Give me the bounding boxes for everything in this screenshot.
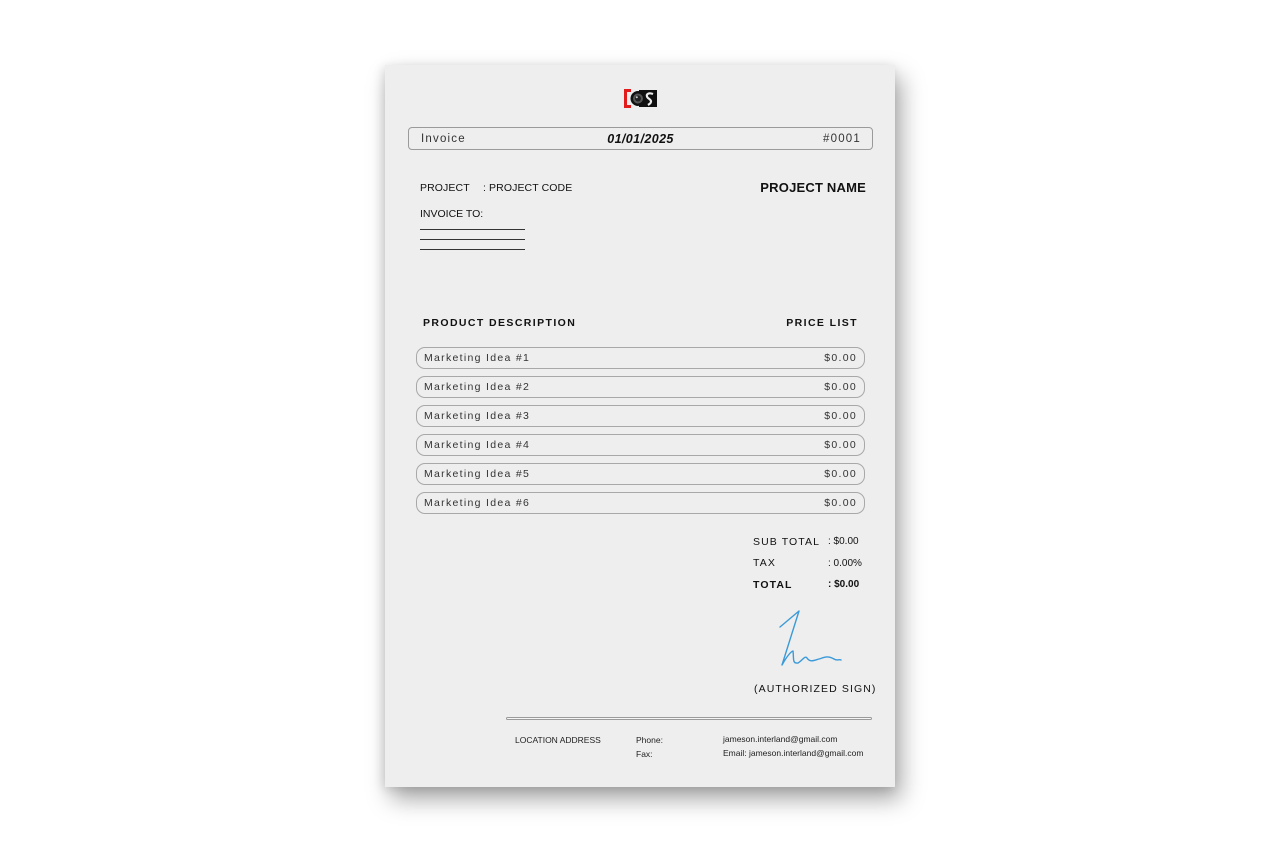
product-price: $0.00	[824, 410, 857, 422]
tax-value: : 0.00%	[828, 557, 862, 569]
product-price: $0.00	[824, 439, 857, 451]
tax-row	[753, 553, 873, 575]
product-description: Marketing Idea #2	[424, 381, 531, 393]
product-description: Marketing Idea #5	[424, 468, 531, 480]
total-row	[753, 574, 873, 596]
product-row	[416, 434, 865, 456]
invoice-label: Invoice	[421, 132, 466, 145]
invoice-paper	[385, 65, 895, 787]
phone-label: Phone:	[636, 735, 663, 745]
product-row	[416, 376, 865, 398]
invoice-number: #0001	[823, 132, 861, 145]
totals-block	[753, 531, 873, 596]
product-list	[416, 347, 865, 521]
address-line-3	[420, 249, 525, 250]
project-name: PROJECT NAME	[760, 180, 866, 195]
subtotal-row	[753, 531, 873, 553]
footer-divider	[506, 717, 872, 720]
email-line: Email: jameson.interland@gmail.com	[723, 748, 864, 758]
project-label: PROJECT	[420, 182, 470, 194]
location-address: LOCATION ADDRESS	[515, 735, 601, 745]
subtotal-value: : $0.00	[828, 536, 859, 548]
fax-label: Fax:	[636, 749, 653, 759]
product-row	[416, 463, 865, 485]
column-header-price: PRICE LIST	[786, 317, 858, 329]
product-description: Marketing Idea #1	[424, 352, 531, 364]
product-price: $0.00	[824, 381, 857, 393]
total-value: : $0.00	[828, 579, 860, 591]
contact-email: jameson.interland@gmail.com	[723, 734, 838, 744]
invoice-to-label: INVOICE TO:	[420, 208, 484, 220]
product-description: Marketing Idea #3	[424, 410, 531, 422]
product-price: $0.00	[824, 468, 857, 480]
tax-label: TAX	[753, 557, 776, 570]
subtotal-label: SUB TOTAL	[753, 535, 821, 548]
product-price: $0.00	[824, 352, 857, 364]
authorized-sign-caption: (AUTHORIZED SIGN)	[754, 683, 877, 695]
address-line-1	[420, 229, 525, 230]
product-row	[416, 492, 865, 514]
total-label: TOTAL	[753, 578, 793, 591]
address-line-2	[420, 239, 525, 240]
company-logo-icon	[624, 88, 657, 109]
product-row	[416, 347, 865, 369]
signature-icon	[777, 608, 847, 673]
column-header-description: PRODUCT DESCRIPTION	[423, 317, 577, 329]
project-code: : PROJECT CODE	[483, 182, 573, 194]
product-row	[416, 405, 865, 427]
invoice-header-bar	[408, 127, 873, 150]
product-description: Marketing Idea #6	[424, 497, 531, 509]
product-description: Marketing Idea #4	[424, 439, 531, 451]
invoice-date: 01/01/2025	[607, 131, 674, 146]
product-price: $0.00	[824, 497, 857, 509]
